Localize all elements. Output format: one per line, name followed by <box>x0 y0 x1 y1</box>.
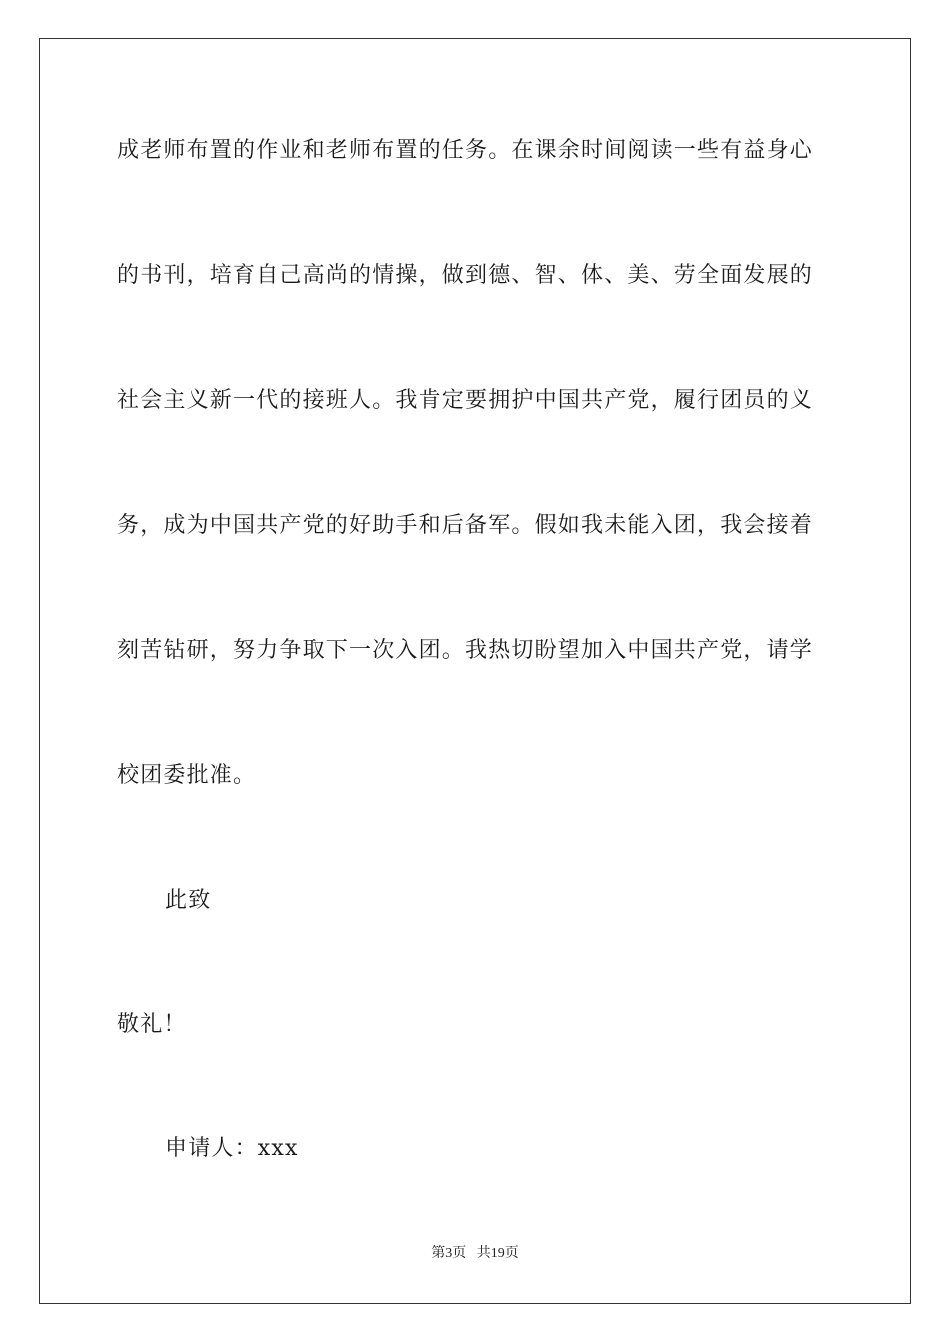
body-text-line-2: 的书刊，培育自己高尚的情操，做到德、智、体、美、劳全面发展的 <box>117 263 814 288</box>
total-pages: 共19页 <box>476 1246 519 1261</box>
body-text-line-3: 社会主义新一代的接班人。我肯定要拥护中国共产党，履行团员的义 <box>117 388 814 413</box>
page-number: 第3页 <box>431 1246 467 1261</box>
salutation-text: 敬礼！ <box>117 1012 187 1037</box>
body-text-line-5: 刻苦钻研，努力争取下一次入团。我热切盼望加入中国共产党，请学 <box>117 638 814 663</box>
body-text-line-4: 务，成为中国共产党的好助手和后备军。假如我未能入团，我会接着 <box>117 513 814 538</box>
closing-text: 此致 <box>165 888 212 913</box>
signature-line: 申请人：xxx <box>165 1136 299 1161</box>
page-border <box>39 38 911 1304</box>
body-text-line-6: 校团委批准。 <box>117 763 257 788</box>
page-footer <box>0 1244 950 1264</box>
body-text-line-1: 成老师布置的作业和老师布置的任务。在课余时间阅读一些有益身心 <box>117 138 814 163</box>
